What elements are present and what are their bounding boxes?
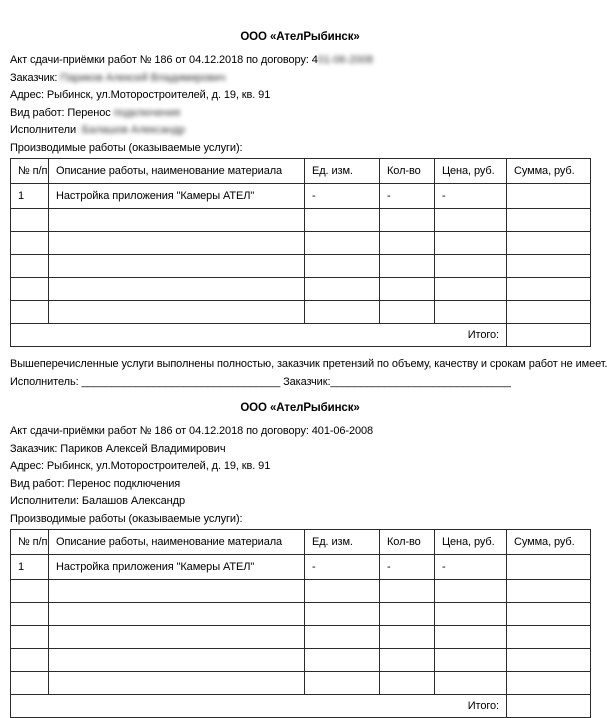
table-empty-row: [11, 209, 591, 232]
customer-label: Заказчик:: [10, 71, 58, 84]
summary-line: Вышеперечисленные услуги выполнены полностью, заказчик претензий по объему, качеству и срокам работ не имеет.: [10, 358, 607, 370]
cell-price: -: [435, 555, 507, 580]
works-table: [10, 158, 591, 347]
total-label: Итого:: [11, 695, 507, 718]
company-title: ООО «АтелРыбинск»: [240, 402, 360, 414]
col-header-quantity: Кол-во: [380, 530, 435, 555]
act-label: Акт сдачи-приёмки работ № 186 от 04.12.2018 по договору:: [10, 425, 312, 437]
customer-line: [10, 70, 590, 88]
executors-line: [10, 493, 590, 511]
cell-quantity: -: [380, 184, 435, 209]
work-type-rest: подключения: [110, 477, 181, 490]
col-header-sum: Сумма, руб.: [507, 530, 591, 555]
contract-number-prefix: 4: [311, 425, 318, 437]
cell-quantity: -: [380, 555, 435, 580]
table-empty-row: [11, 278, 591, 301]
cell-unit: -: [305, 184, 380, 209]
col-header-price: Цена, руб.: [435, 159, 507, 184]
col-header-sum: Сумма, руб.: [507, 159, 591, 184]
customer-label: Заказчик:: [10, 442, 58, 455]
act-number-line: [10, 52, 590, 70]
address-line: Адрес: Рыбинск, ул.Моторостроителей, д. 19, кв. 91: [10, 460, 271, 472]
work-type-label: Вид работ: Перенос: [10, 477, 111, 490]
total-value: [507, 324, 591, 347]
table-total-row: [11, 695, 591, 718]
col-header-description: Описание работы, наименование материала: [49, 530, 305, 555]
cell-unit: -: [305, 555, 380, 580]
total-label: Итого:: [11, 324, 507, 347]
table-empty-row: [11, 626, 591, 649]
table-header-row: [11, 159, 591, 184]
work-type-redacted: подключения: [110, 106, 181, 119]
address-line: Адрес: Рыбинск, ул.Моторостроителей, д. 19, кв. 91: [10, 89, 271, 101]
executors-label: Исполнители: [10, 495, 77, 507]
customer-signature-blank: ______________________________: [330, 375, 511, 388]
executor-signature-blank: _________________________________: [81, 375, 281, 388]
table-empty-row: [11, 255, 591, 278]
act-number-line: [10, 423, 590, 441]
col-header-unit: Ед. изм.: [305, 530, 380, 555]
table-empty-row: [11, 672, 591, 695]
table-row-1: [11, 555, 591, 580]
cell-description: Настройка приложения "Камеры АТЕЛ": [49, 555, 305, 580]
contract-number-redacted: 01-06-2008: [317, 54, 374, 66]
col-header-number: № п/п: [11, 159, 49, 184]
cell-description: Настройка приложения "Камеры АТЕЛ": [49, 184, 305, 209]
contract-number: 01-06-2008: [317, 425, 374, 437]
customer-line: [10, 441, 590, 459]
contract-number-prefix: 4: [311, 54, 318, 66]
col-header-number: № п/п: [11, 530, 49, 555]
header-lines: [10, 52, 590, 157]
works-intro-line: Производимые работы (оказываемые услуги):: [10, 141, 243, 154]
col-header-unit: Ед. изм.: [305, 159, 380, 184]
table-empty-row: [11, 232, 591, 255]
customer-name: Париков Алексей Владимирович: [57, 442, 226, 455]
cell-sum: [507, 184, 591, 209]
act-copy-2: [0, 401, 600, 718]
table-empty-row: [11, 301, 591, 324]
executors-name: : Балашов Александр: [76, 495, 185, 507]
works-intro-line: Производимые работы (оказываемые услуги):: [10, 512, 243, 525]
col-header-price: Цена, руб.: [435, 530, 507, 555]
executor-signature-label: Исполнитель:: [10, 375, 82, 388]
cell-number: 1: [11, 555, 49, 580]
table-empty-row: [11, 580, 591, 603]
works-table: [10, 529, 591, 718]
table-total-row: [11, 324, 591, 347]
work-type-line: [10, 476, 590, 494]
table-header-row: [11, 530, 591, 555]
header-lines: [10, 423, 590, 528]
company-title: ООО «АтелРыбинск»: [240, 31, 360, 43]
col-header-description: Описание работы, наименование материала: [49, 159, 305, 184]
cell-number: 1: [11, 184, 49, 209]
work-type-line: [10, 105, 590, 123]
customer-signature-label: Заказчик:: [280, 375, 331, 388]
executors-name-redacted: : Балашов Александр: [76, 124, 185, 136]
table-empty-row: [11, 603, 591, 626]
table-row-1: [11, 184, 591, 209]
act-label: Акт сдачи-приёмки работ № 186 от 04.12.2018 по договору:: [10, 54, 312, 66]
total-value: [507, 695, 591, 718]
table-empty-row: [11, 649, 591, 672]
cell-price: -: [435, 184, 507, 209]
executors-line: [10, 122, 590, 140]
executors-label: Исполнители: [10, 124, 77, 136]
col-header-quantity: Кол-во: [380, 159, 435, 184]
signature-line: [10, 374, 590, 392]
cell-sum: [507, 555, 591, 580]
customer-name-redacted: Париков Алексей Владимирович: [57, 71, 226, 84]
work-type-label: Вид работ: Перенос: [10, 106, 111, 119]
